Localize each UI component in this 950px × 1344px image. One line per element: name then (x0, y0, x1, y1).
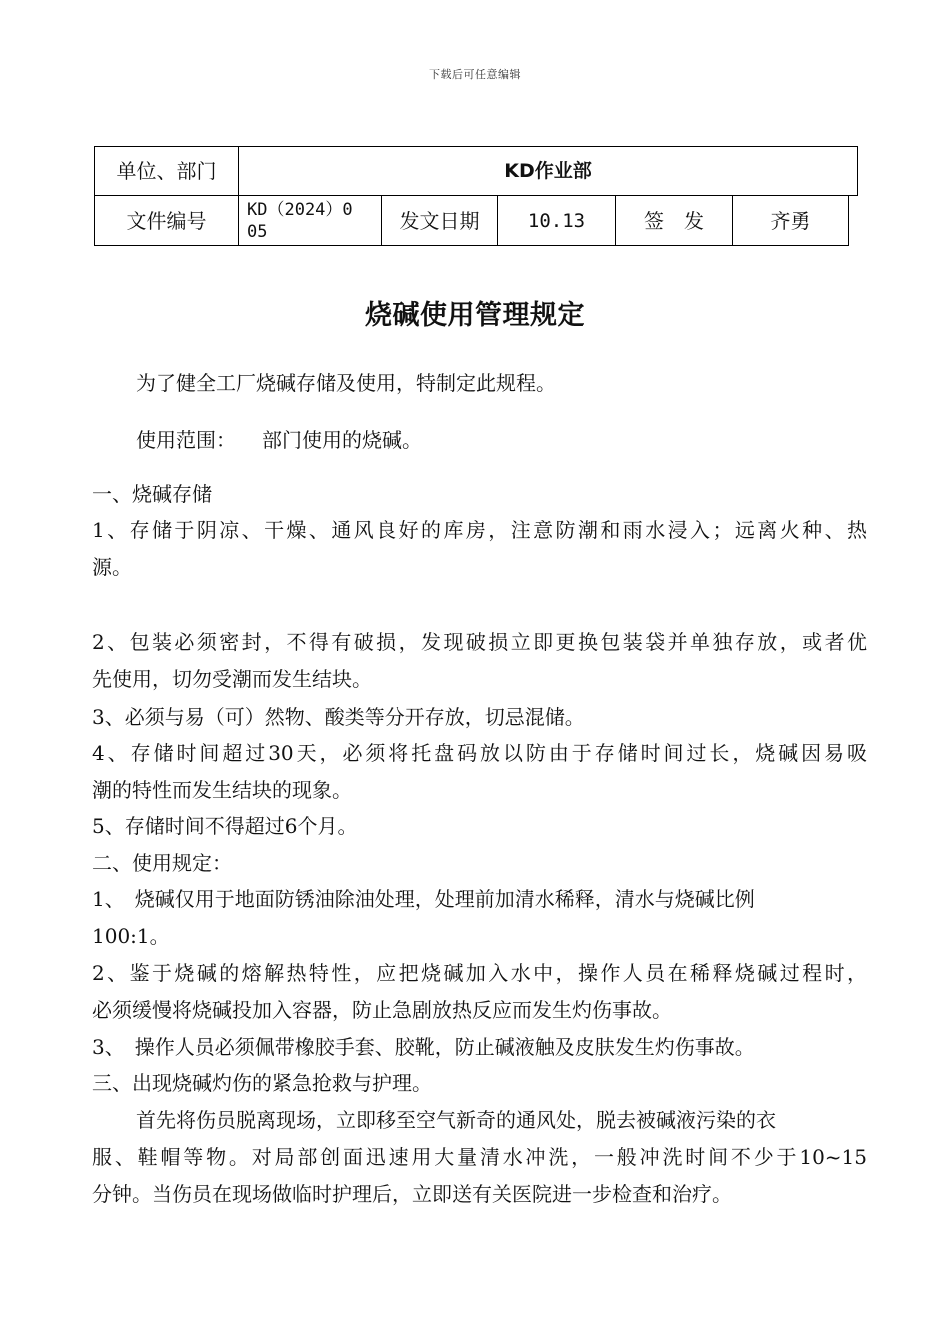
file-no-value-line1: KD（2024）0 (247, 199, 353, 220)
section1-heading: 一、烧碱存储 (92, 482, 212, 506)
section3-para-line1: 首先将伤员脱离现场，立即移至空气新奇的通风处，脱去被碱液污染的衣 (136, 1108, 776, 1132)
section1-item5: 5、存储时间不得超过6个月。 (92, 814, 358, 838)
section2-item2-line1: 2、鉴于烧碱的熔解热特性，应把烧碱加入水中，操作人员在稀释烧碱过程时， (92, 961, 867, 985)
section2-item1-line1: 1、 烧碱仅用于地面防锈油除油处理，处理前加清水稀释，清水与烧碱比例 (92, 887, 755, 911)
section1-item3: 3、必须与易（可）然物、酸类等分开存放，切忌混储。 (92, 705, 585, 729)
section2-item1-line2: 100:1。 (92, 924, 170, 948)
file-no-value (239, 196, 381, 245)
file-no-label: 文件编号 (126, 208, 207, 233)
document-title: 烧碱使用管理规定 (365, 300, 585, 331)
table-border-right-bottom (848, 195, 849, 246)
section1-item4-line2: 潮的特性而发生结块的现象。 (92, 778, 352, 802)
section2-item3: 3、 操作人员必须佩带橡胶手套、胶靴，防止碱液触及皮肤发生灼伤事故。 (92, 1035, 755, 1059)
sign-value: 齐勇 (770, 208, 811, 233)
section3-para-line3: 分钟。当伤员在现场做临时护理后，立即送有关医院进一步检查和治疗。 (92, 1182, 732, 1206)
section3-para-line2: 服、鞋帽等物。对局部创面迅速用大量清水冲洗，一般冲洗时间不少于10~15 (92, 1145, 867, 1169)
scope-label: 使用范围： (136, 428, 236, 452)
scope-value: 部门使用的烧碱。 (262, 428, 422, 452)
section1-item2-line2: 先使用，切勿受潮而发生结块。 (92, 667, 372, 691)
scope-line (136, 428, 911, 452)
section1-item4-line1: 4、存储时间超过30天，必须将托盘码放以防由于存储时间过长，烧碱因易吸 (92, 741, 867, 765)
date-value: 10.13 (527, 209, 586, 232)
section3-heading: 三、出现烧碱灼伤的紧急抢救与护理。 (92, 1071, 432, 1095)
section2-heading: 二、使用规定： (92, 851, 232, 875)
unit-label: 单位、部门 (116, 159, 217, 183)
intro-paragraph: 为了健全工厂烧碱存储及使用，特制定此规程。 (136, 371, 556, 395)
section1-item1-line1: 1、存储于阴凉、干燥、通风良好的库房，注意防潮和雨水浸入；远离火种、热 (92, 518, 867, 542)
section1-item2-line1: 2、包装必须密封，不得有破损，发现破损立即更换包装袋并单独存放，或者优 (92, 630, 867, 654)
table-border-right-top (857, 146, 858, 196)
sign-label: 签 发 (644, 208, 704, 233)
section1-item1-line2: 源。 (92, 555, 132, 579)
header-note: 下载后可任意编辑 (429, 68, 521, 81)
unit-value: KD作业部 (504, 160, 592, 182)
section2-item2-line2: 必须缓慢将烧碱投加入容器，防止急剧放热反应而发生灼伤事故。 (92, 998, 672, 1022)
date-label: 发文日期 (399, 208, 480, 233)
file-no-value-line2: 05 (247, 221, 268, 242)
table-border-bottom (94, 245, 849, 246)
